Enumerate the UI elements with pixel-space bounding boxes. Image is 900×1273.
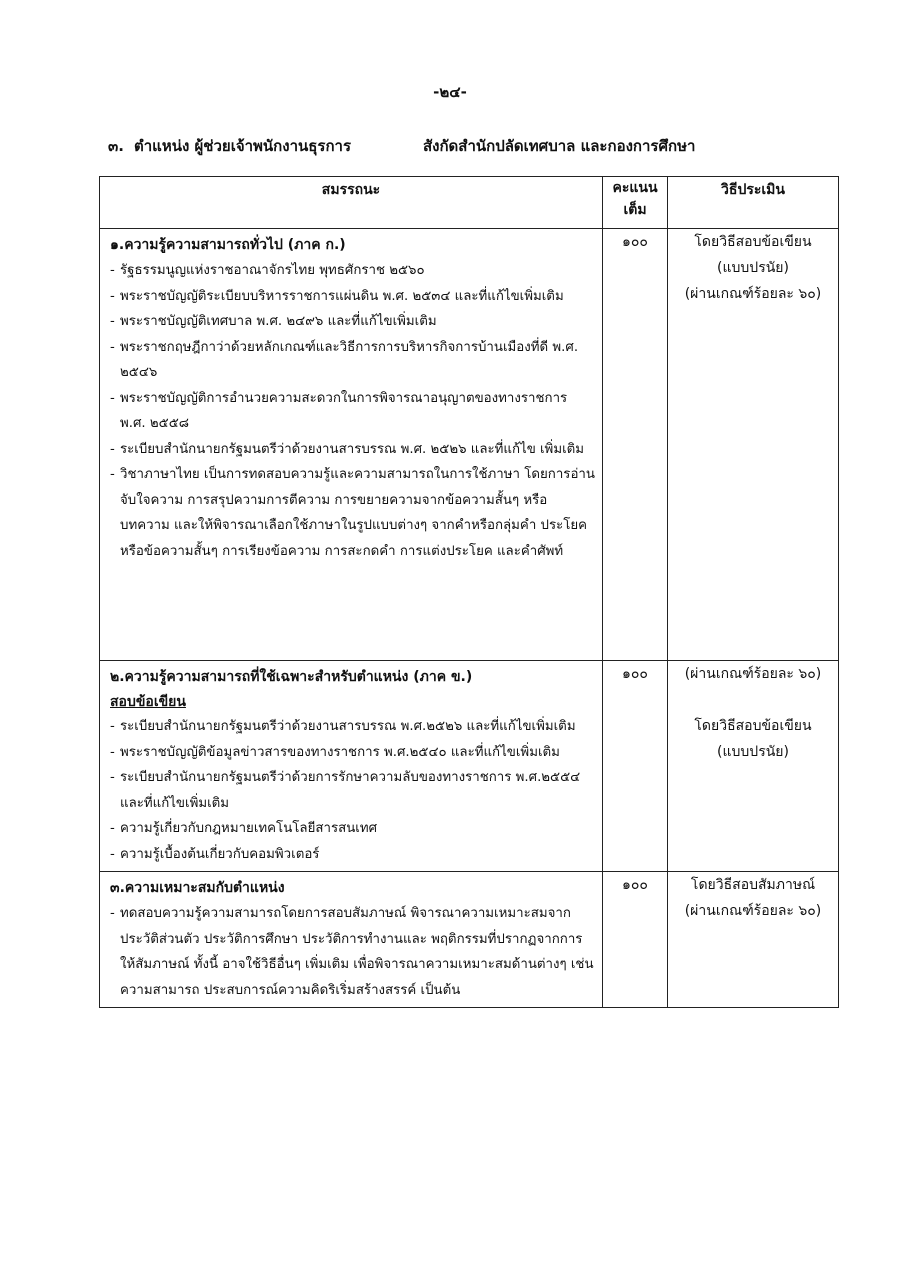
list-item: - ความรู้เบื้องต้นเกี่ยวกับคอมพิวเตอร์ [110,846,320,862]
section-title: ๓.ความเหมาะสมกับตำแหน่ง [110,880,285,896]
method-line: โดยวิธีสอบสัมภาษณ์ [690,877,816,893]
heading-number: ๓. [108,137,124,155]
section-title: ๑.ความรู้ความสามารถทั่วไป (ภาค ก.) [110,237,346,253]
method-line: (แบบปรนัย) [717,744,789,760]
list-item: - ระเบียบสำนักนายกรัฐมนตรีว่าด้วยงานสารบรรณ พ.ศ. ๒๕๒๖ และที่แก้ไข เพิ่มเติม [110,441,585,457]
list-item: - พระราชบัญญัติระเบียบบริหารราชการแผ่นดิน พ.ศ. ๒๕๓๔ และที่แก้ไขเพิ่มเติม [110,288,564,304]
method-line: (แบบปรนัย) [717,260,789,276]
method-line: (ผ่านเกณฑ์ร้อยละ ๖๐) [684,903,822,919]
section-subtitle: สอบข้อเขียน [110,694,186,710]
header-competency: สมรรถนะ [100,177,603,229]
list-item: - วิชาภาษาไทย เป็นการทดสอบความรู้และความสามารถในการใช้ภาษา โดยการอ่านจับใจความ การสรุปความการตีความ การขยายความจากข้อความสั้นๆ หรือบทความ และให้พิจารณาเลือกใช้ภาษาในรูปแบบต่างๆ จากคำหรือกลุ่มคำ ประโยคหรือข้อความสั้นๆ การเรียงข้อความ การสะกดคำ การแต่งประโยค และคำศัพท์ [110,467,595,559]
list-item: - พระราชกฤษฎีกาว่าด้วยหลักเกณฑ์และวิธีการการบริหารกิจการบ้านเมืองที่ดี พ.ศ. ๒๕๔๖ [110,339,579,380]
list-item: - ระเบียบสำนักนายกรัฐมนตรีว่าด้วยงานสารบรรณ พ.ศ.๒๕๒๖ และที่แก้ไขเพิ่มเติม [110,719,576,734]
section-title: ๒.ความรู้ความสามารถที่ใช้เฉพาะสำหรับตำแหน่ง (ภาค ข.) [110,669,473,685]
table-row [100,872,839,1008]
list-item: - ระเบียบสำนักนายกรัฐมนตรีว่าด้วยการรักษาความลับของทางราชการ พ.ศ.๒๕๕๔ และที่แก้ไขเพิ่มเติม [110,770,581,811]
competency-cell [100,872,603,1008]
table-header-row [100,177,839,229]
competency-cell [100,661,603,872]
competency-table [99,176,839,1008]
method-line: โดยวิธีสอบข้อเขียน [694,234,812,250]
position-heading [108,134,748,158]
list-item: - รัฐธรรมนูญแห่งราชอาณาจักรไทย พุทธศักราช ๒๕๖๐ [110,263,425,278]
score-cell: ๑๐๐ [603,872,668,1008]
item-list [100,258,602,568]
header-full-score [603,177,668,229]
list-item: - ทดสอบความรู้ความสามารถโดยการสอบสัมภาษณ์ พิจารณาความเหมาะสมจากประวัติส่วนตัว ประวัติการศึกษา ประวัติการทำงานและ พฤติกรรมที่ปรากฏจากการให้สัมภาษณ์ ทั้งนี้ อาจใช้วิธีอื่นๆ เพิ่มเติม เพื่อพิจารณาความเหมาะสมด้านต่างๆ เช่น ความสามารถ ประสบการณ์ความคิดริเริ่มสร้างสรรค์ เป็นต้น [110,906,594,998]
score-cell: ๑๐๐ [603,229,668,661]
item-list [100,714,602,871]
list-item: - พระราชบัญญัติข้อมูลข่าวสารของทางราชการ พ.ศ.๒๕๔๐ และที่แก้ไขเพิ่มเติม [110,744,560,760]
method-line: (ผ่านเกณฑ์ร้อยละ ๖๐) [684,286,822,302]
method-line: โดยวิธีสอบข้อเขียน [694,718,812,734]
position-title: ตำแหน่ง ผู้ช่วยเจ้าพนักงานธุรการ [134,137,352,155]
affiliation: สังกัดสำนักปลัดเทศบาล และกองการศึกษา [423,137,696,155]
method-cell [668,872,839,1008]
list-item: - พระราชบัญญัติการอำนวยความสะดวกในการพิจารณาอนุญาตของทางราชการ พ.ศ. ๒๕๕๘ [110,390,568,431]
list-item: - พระราชบัญญัติเทศบาล พ.ศ. ๒๔๙๖ และที่แก้ไขเพิ่มเติม [110,314,437,329]
list-item: - ความรู้เกี่ยวกับกฎหมายเทคโนโลยีสารสนเทศ [110,821,378,836]
table-row [100,661,839,872]
header-score-line2: เต็ม [623,202,647,218]
table-row [100,229,839,661]
method-line: (ผ่านเกณฑ์ร้อยละ ๖๐) [684,666,822,682]
spacer [668,687,838,713]
method-cell [668,229,839,661]
item-list [100,901,602,1007]
page-number: -๒๔- [433,83,467,101]
competency-cell [100,229,603,661]
header-method: วิธีประเมิน [668,177,839,229]
method-cell [668,661,839,872]
score-cell: ๑๐๐ [603,661,668,872]
header-score-line1: คะแนน [612,180,658,196]
